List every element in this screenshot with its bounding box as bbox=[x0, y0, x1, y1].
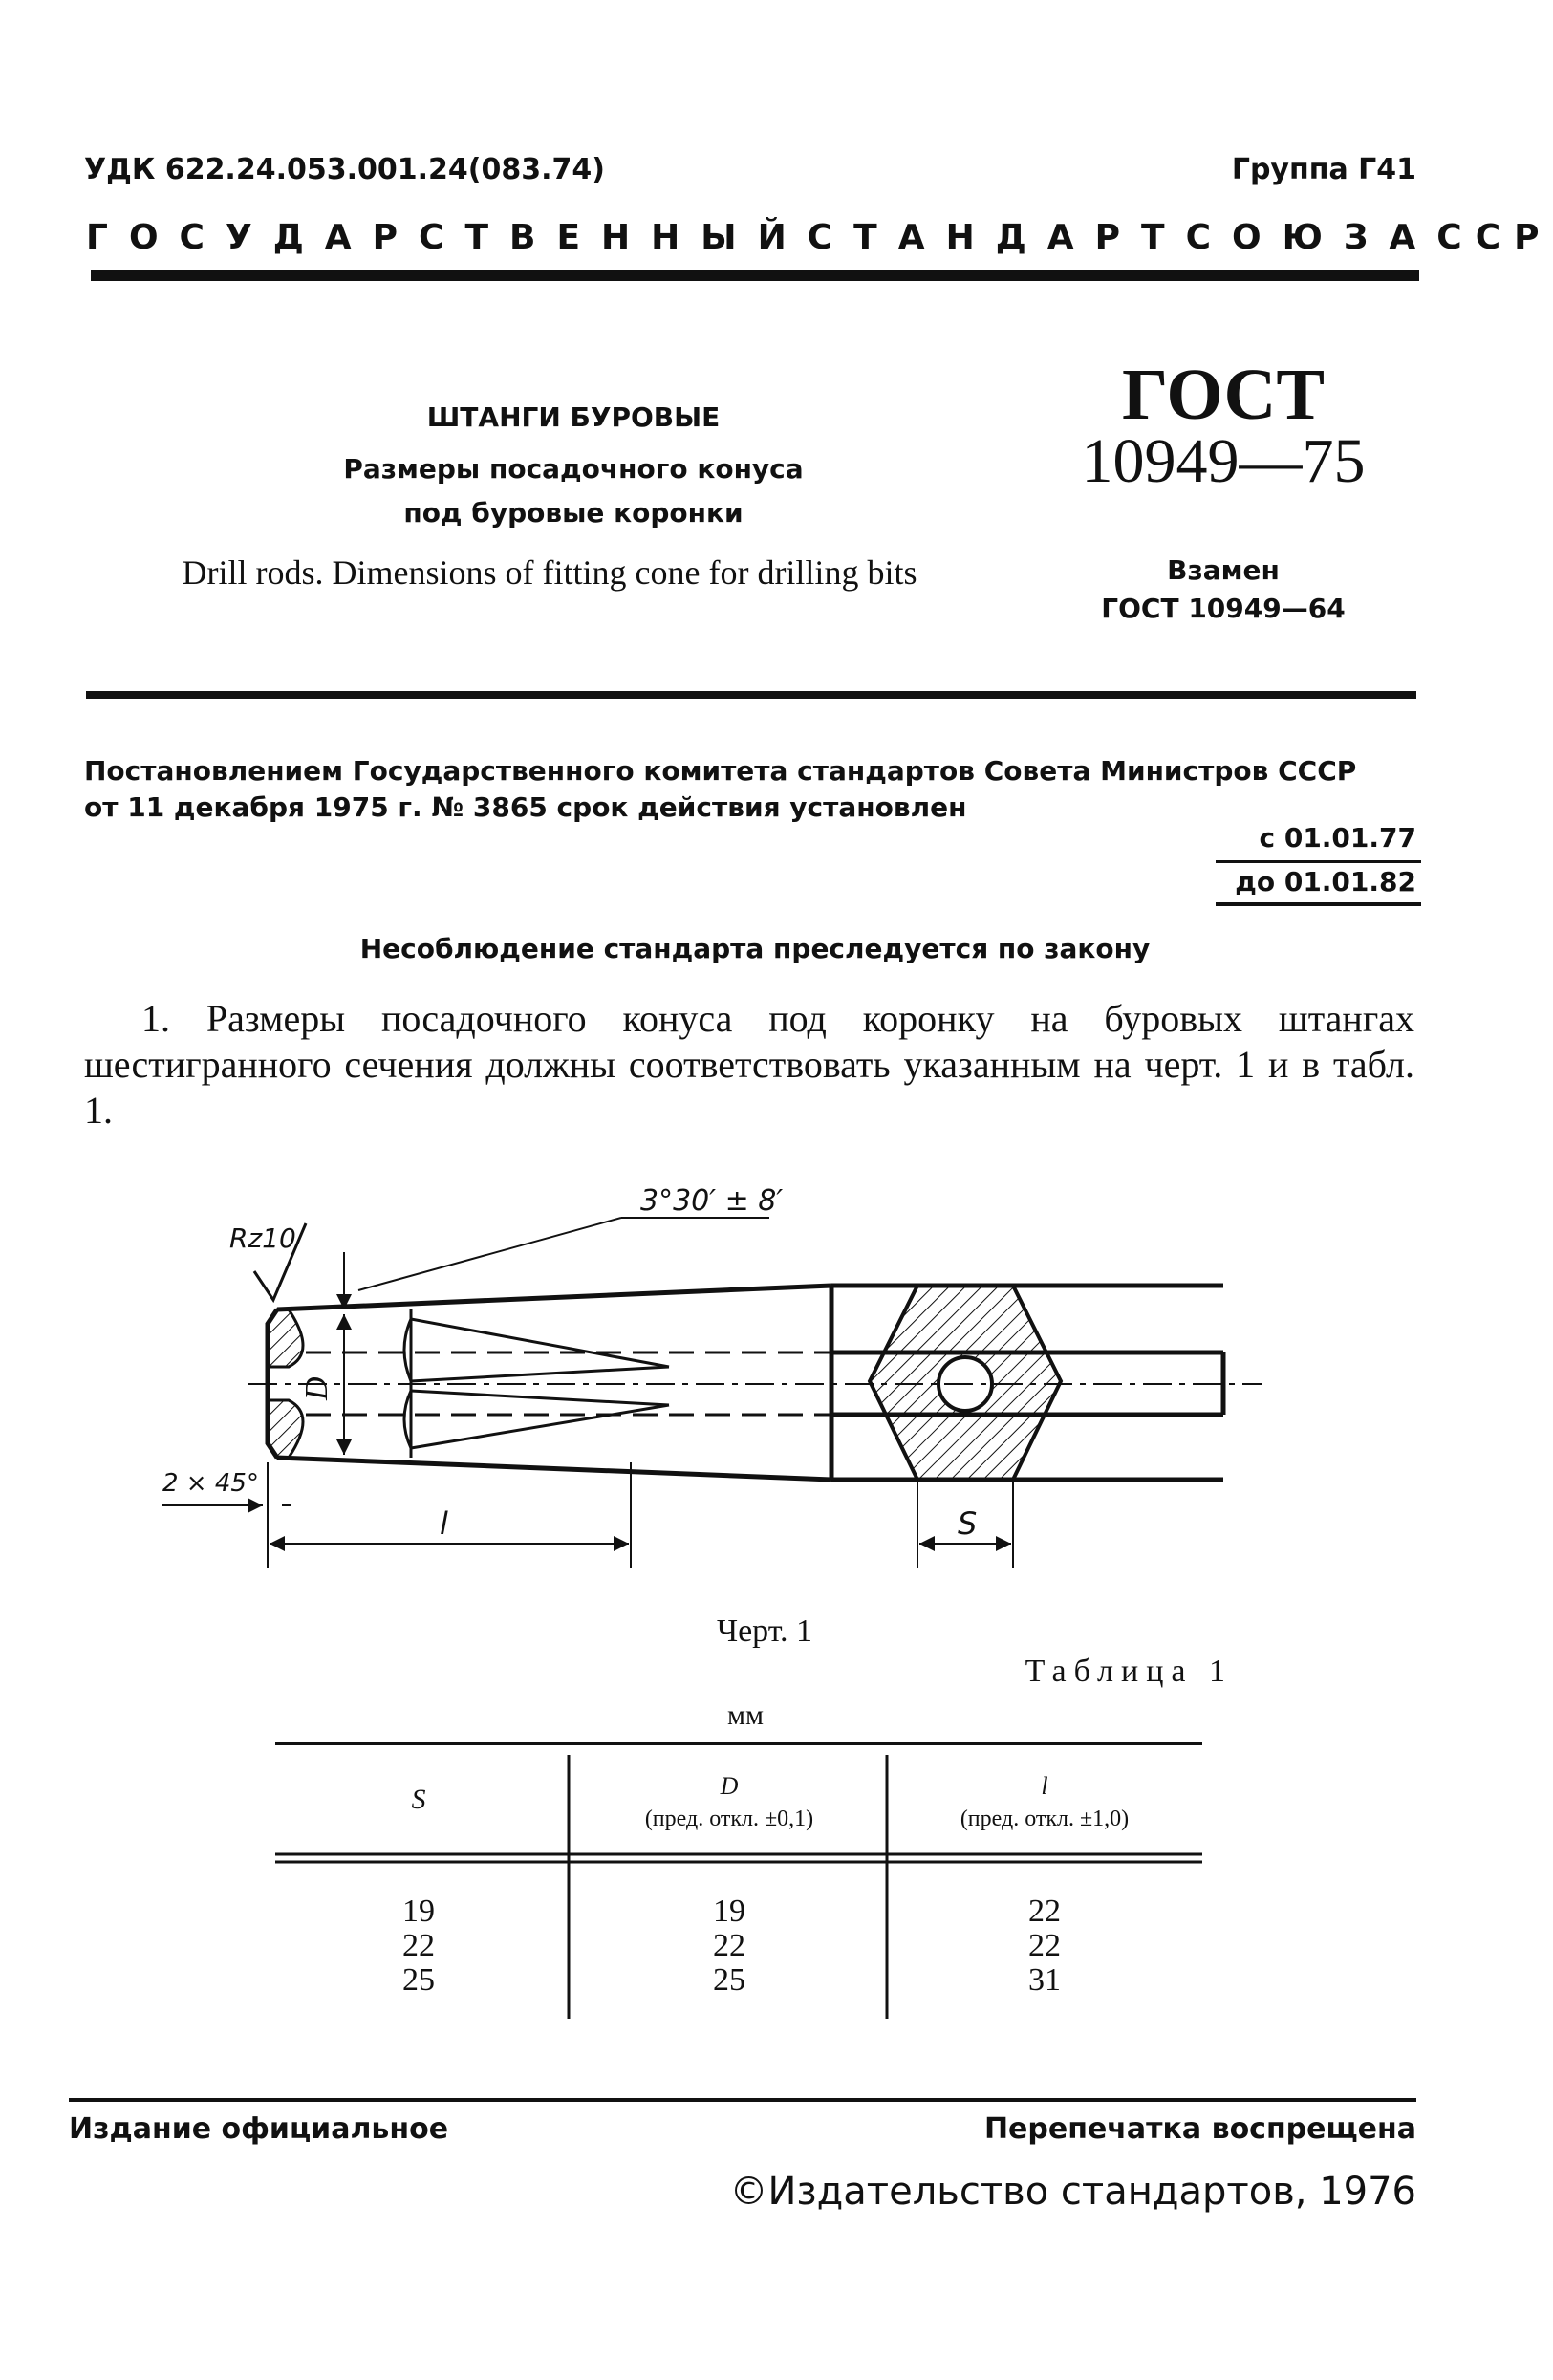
effective-from: с 01.01.77 bbox=[1259, 822, 1416, 854]
banner-word-2: СТАНДАРТ bbox=[807, 218, 1186, 257]
dim-d-label: D bbox=[299, 1376, 334, 1400]
decree-line-1: Постановлением Государственного комитета стандартов Совета Министров СССР bbox=[84, 755, 1357, 787]
state-standard-banner bbox=[86, 218, 1553, 257]
table-unit: мм bbox=[727, 1699, 764, 1731]
cell-s: 25 bbox=[402, 1962, 435, 1998]
udk-code: УДК 622.24.053.001.24(083.74) bbox=[84, 153, 605, 186]
dimension-l bbox=[268, 1462, 631, 1568]
reprint-notice: Перепечатка воспрещена bbox=[983, 2112, 1416, 2146]
header-d: D bbox=[720, 1772, 739, 1800]
chamfer-label: 2 × 45° bbox=[162, 1469, 259, 1498]
hex-section bbox=[870, 1286, 1061, 1480]
date-underline bbox=[1216, 902, 1421, 906]
gost-label: ГОСТ bbox=[1121, 355, 1326, 435]
header-d-tolerance: (пред. откл. ±0,1) bbox=[644, 1807, 814, 1831]
cell-s: 19 bbox=[402, 1893, 435, 1929]
header-l: l bbox=[1041, 1772, 1048, 1800]
middle-rule bbox=[86, 691, 1416, 699]
effective-to: до 01.01.82 bbox=[1235, 866, 1416, 898]
cell-l: 31 bbox=[1028, 1962, 1061, 1998]
table-body bbox=[402, 1893, 1061, 1998]
paragraph-1-text: 1. Размеры посадочного конуса под коронку на буровых штангах шестигранного сечения должны соответствовать указанным на черт. 1 и в табл. 1. bbox=[84, 997, 1414, 1132]
table-caption: Таблица 1 bbox=[1025, 1654, 1233, 1689]
cell-d: 22 bbox=[713, 1928, 745, 1963]
cell-d: 19 bbox=[713, 1893, 745, 1929]
official-edition: Издание официальное bbox=[69, 2112, 449, 2146]
title-sub-2: под буровые коронки bbox=[403, 497, 744, 529]
title-english: Drill rods. Dimensions of fitting cone for drilling bits bbox=[182, 553, 917, 592]
bottom-rule bbox=[69, 2098, 1416, 2102]
title-sub-1: Размеры посадочного конуса bbox=[343, 453, 804, 485]
header-l-tolerance: (пред. откл. ±1,0) bbox=[960, 1807, 1130, 1831]
banner-word-4: ССР bbox=[1436, 218, 1553, 257]
cell-d: 25 bbox=[713, 1962, 745, 1998]
header-s: S bbox=[411, 1784, 426, 1815]
banner-word-1: ГОСУДАРСТВЕННЫЙ bbox=[86, 218, 808, 257]
roughness-label: Rz10 bbox=[229, 1222, 296, 1254]
figure-caption: Черт. 1 bbox=[716, 1613, 813, 1649]
technical-drawing bbox=[162, 1176, 1281, 1577]
decree-line-2: от 11 декабря 1975 г. № 3865 срок действия установлен bbox=[84, 791, 967, 823]
replaces-value: ГОСТ 10949—64 bbox=[1101, 593, 1346, 624]
dim-l-label: l bbox=[440, 1505, 448, 1542]
publisher-copyright: ©Издательство стандартов, 1976 bbox=[729, 2170, 1416, 2214]
cell-l: 22 bbox=[1028, 1928, 1061, 1963]
penalty-notice: Несоблюдение стандарта преследуется по закону bbox=[359, 933, 1151, 964]
dim-s-label: S bbox=[958, 1505, 978, 1542]
cell-l: 22 bbox=[1028, 1893, 1061, 1929]
angle-callout bbox=[358, 1218, 769, 1290]
top-rule bbox=[91, 270, 1419, 281]
title-main: ШТАНГИ БУРОВЫЕ bbox=[426, 401, 721, 433]
paragraph-1 bbox=[84, 996, 1414, 1134]
group-code: Группа Г41 bbox=[1231, 153, 1416, 186]
angle-label: 3°30′ ± 8′ bbox=[640, 1184, 784, 1218]
date-divider bbox=[1216, 860, 1421, 863]
gost-number: 10949—75 bbox=[1081, 426, 1366, 496]
cell-s: 22 bbox=[402, 1928, 435, 1963]
banner-word-3: СОЮЗА bbox=[1185, 218, 1437, 257]
dimensions-table bbox=[275, 1742, 1231, 2028]
replaces-label: Взамен bbox=[1167, 554, 1280, 586]
